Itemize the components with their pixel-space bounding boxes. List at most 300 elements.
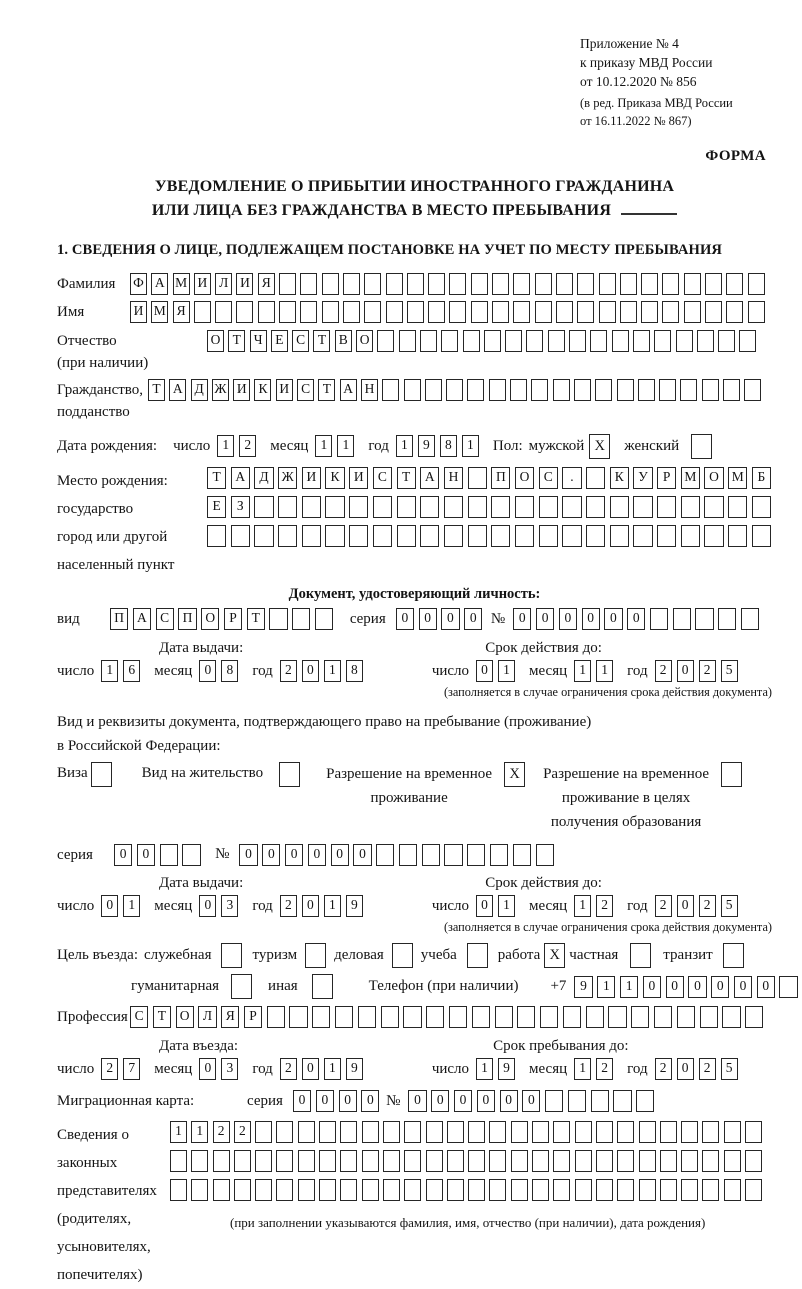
char-cell[interactable]	[511, 1150, 528, 1172]
char-cell[interactable]: 1	[498, 660, 515, 682]
char-cell[interactable]: М	[173, 273, 190, 295]
char-cell[interactable]: 0	[688, 976, 706, 998]
char-cell[interactable]	[373, 496, 392, 518]
char-cell[interactable]	[300, 301, 317, 323]
char-cell[interactable]: 0	[361, 1090, 379, 1112]
char-cell[interactable]	[680, 379, 697, 401]
char-cell[interactable]: 1	[597, 976, 615, 998]
char-cell[interactable]	[599, 273, 616, 295]
residence-permit-checkbox[interactable]	[279, 762, 300, 787]
char-cell[interactable]	[539, 525, 558, 547]
char-cell[interactable]	[718, 608, 736, 630]
char-cell[interactable]: 1	[324, 660, 341, 682]
char-cell[interactable]	[657, 496, 676, 518]
char-cell[interactable]	[562, 525, 581, 547]
char-cell[interactable]: 0	[408, 1090, 426, 1112]
char-cell[interactable]	[511, 1179, 528, 1201]
char-cell[interactable]: 1	[476, 1058, 493, 1080]
char-cell[interactable]	[633, 496, 652, 518]
char-cell[interactable]	[596, 1179, 613, 1201]
char-cell[interactable]: 2	[596, 1058, 613, 1080]
char-cell[interactable]: 1	[123, 895, 140, 917]
char-cell[interactable]: 6	[123, 660, 140, 682]
char-cell[interactable]	[510, 379, 527, 401]
char-cell[interactable]	[536, 844, 554, 866]
char-cell[interactable]: 0	[666, 976, 684, 998]
char-cell[interactable]	[444, 496, 463, 518]
char-cell[interactable]	[447, 1150, 464, 1172]
char-cell[interactable]: 0	[604, 608, 622, 630]
char-cell[interactable]: М	[681, 467, 700, 489]
char-cell[interactable]	[207, 525, 226, 547]
purpose-transit-checkbox[interactable]	[723, 943, 744, 968]
char-cell[interactable]	[383, 1121, 400, 1143]
char-cell[interactable]: 0	[316, 1090, 334, 1112]
char-cell[interactable]: 1	[170, 1121, 187, 1143]
char-cell[interactable]: 0	[285, 844, 303, 866]
char-cell[interactable]: 0	[262, 844, 280, 866]
char-cell[interactable]	[495, 1006, 513, 1028]
char-cell[interactable]	[553, 379, 570, 401]
char-cell[interactable]	[492, 273, 509, 295]
char-cell[interactable]: О	[356, 330, 373, 352]
char-cell[interactable]	[654, 330, 671, 352]
char-cell[interactable]	[681, 1121, 698, 1143]
sex-male-checkbox[interactable]: X	[589, 434, 610, 459]
char-cell[interactable]	[468, 525, 487, 547]
char-cell[interactable]: А	[420, 467, 439, 489]
char-cell[interactable]	[397, 496, 416, 518]
purpose-private-checkbox[interactable]	[630, 943, 651, 968]
char-cell[interactable]	[404, 1121, 421, 1143]
purpose-other-checkbox[interactable]	[312, 974, 333, 999]
char-cell[interactable]	[319, 1179, 336, 1201]
char-cell[interactable]	[340, 1179, 357, 1201]
char-cell[interactable]	[608, 1006, 626, 1028]
char-cell[interactable]	[407, 301, 424, 323]
char-cell[interactable]	[702, 1179, 719, 1201]
char-cell[interactable]: В	[335, 330, 352, 352]
char-cell[interactable]	[349, 496, 368, 518]
char-cell[interactable]	[586, 525, 605, 547]
char-cell[interactable]: Т	[228, 330, 245, 352]
char-cell[interactable]: 2	[213, 1121, 230, 1143]
char-cell[interactable]	[695, 608, 713, 630]
char-cell[interactable]: 0	[476, 895, 493, 917]
char-cell[interactable]	[492, 301, 509, 323]
char-cell[interactable]	[255, 1179, 272, 1201]
char-cell[interactable]	[491, 496, 510, 518]
purpose-study-checkbox[interactable]	[467, 943, 488, 968]
char-cell[interactable]	[677, 1006, 695, 1028]
char-cell[interactable]	[681, 525, 700, 547]
char-cell[interactable]	[752, 496, 771, 518]
char-cell[interactable]	[556, 273, 573, 295]
char-cell[interactable]	[662, 273, 679, 295]
char-cell[interactable]	[702, 1121, 719, 1143]
char-cell[interactable]	[684, 301, 701, 323]
char-cell[interactable]: 2	[234, 1121, 251, 1143]
char-cell[interactable]: 0	[522, 1090, 540, 1112]
char-cell[interactable]: 0	[431, 1090, 449, 1112]
char-cell[interactable]	[325, 496, 344, 518]
char-cell[interactable]	[258, 301, 275, 323]
char-cell[interactable]	[676, 330, 693, 352]
char-cell[interactable]	[489, 1121, 506, 1143]
char-cell[interactable]: 1	[574, 1058, 591, 1080]
char-cell[interactable]	[517, 1006, 535, 1028]
char-cell[interactable]	[586, 467, 605, 489]
char-cell[interactable]	[590, 330, 607, 352]
char-cell[interactable]	[532, 1150, 549, 1172]
char-cell[interactable]: 2	[280, 895, 297, 917]
char-cell[interactable]: 0	[711, 976, 729, 998]
char-cell[interactable]	[426, 1121, 443, 1143]
char-cell[interactable]	[428, 273, 445, 295]
char-cell[interactable]	[620, 273, 637, 295]
char-cell[interactable]: И	[276, 379, 293, 401]
char-cell[interactable]	[556, 301, 573, 323]
char-cell[interactable]	[617, 1150, 634, 1172]
char-cell[interactable]	[315, 608, 333, 630]
char-cell[interactable]: Я	[221, 1006, 239, 1028]
char-cell[interactable]	[276, 1150, 293, 1172]
char-cell[interactable]	[471, 273, 488, 295]
char-cell[interactable]	[343, 273, 360, 295]
char-cell[interactable]	[638, 379, 655, 401]
char-cell[interactable]	[577, 273, 594, 295]
char-cell[interactable]: 2	[655, 895, 672, 917]
char-cell[interactable]	[513, 844, 531, 866]
char-cell[interactable]	[748, 273, 765, 295]
purpose-work-checkbox[interactable]: X	[544, 943, 565, 968]
char-cell[interactable]	[545, 1090, 563, 1112]
char-cell[interactable]: 0	[677, 1058, 694, 1080]
char-cell[interactable]	[745, 1121, 762, 1143]
sex-female-checkbox[interactable]	[691, 434, 712, 459]
char-cell[interactable]: 7	[123, 1058, 140, 1080]
char-cell[interactable]	[726, 301, 743, 323]
char-cell[interactable]	[553, 1121, 570, 1143]
char-cell[interactable]: И	[236, 273, 253, 295]
char-cell[interactable]	[319, 1150, 336, 1172]
char-cell[interactable]: Т	[153, 1006, 171, 1028]
char-cell[interactable]	[383, 1150, 400, 1172]
char-cell[interactable]: 9	[346, 895, 363, 917]
char-cell[interactable]	[170, 1150, 187, 1172]
char-cell[interactable]	[444, 525, 463, 547]
char-cell[interactable]	[446, 379, 463, 401]
char-cell[interactable]	[322, 301, 339, 323]
char-cell[interactable]	[489, 379, 506, 401]
char-cell[interactable]	[741, 608, 759, 630]
char-cell[interactable]	[662, 301, 679, 323]
char-cell[interactable]	[254, 496, 273, 518]
char-cell[interactable]	[255, 1150, 272, 1172]
temp-residence-edu-checkbox[interactable]	[721, 762, 742, 787]
char-cell[interactable]	[377, 330, 394, 352]
char-cell[interactable]	[535, 273, 552, 295]
char-cell[interactable]	[231, 525, 250, 547]
char-cell[interactable]	[276, 1121, 293, 1143]
char-cell[interactable]	[728, 525, 747, 547]
char-cell[interactable]	[468, 1121, 485, 1143]
char-cell[interactable]	[254, 525, 273, 547]
char-cell[interactable]: О	[704, 467, 723, 489]
char-cell[interactable]	[234, 1179, 251, 1201]
char-cell[interactable]	[160, 844, 178, 866]
char-cell[interactable]: П	[110, 608, 128, 630]
char-cell[interactable]: 5	[721, 1058, 738, 1080]
char-cell[interactable]: 0	[643, 976, 661, 998]
char-cell[interactable]	[420, 525, 439, 547]
char-cell[interactable]: О	[176, 1006, 194, 1028]
char-cell[interactable]	[620, 301, 637, 323]
char-cell[interactable]	[362, 1150, 379, 1172]
char-cell[interactable]: Т	[247, 608, 265, 630]
char-cell[interactable]: 0	[353, 844, 371, 866]
char-cell[interactable]	[532, 1179, 549, 1201]
char-cell[interactable]: 0	[500, 1090, 518, 1112]
char-cell[interactable]	[636, 1090, 654, 1112]
char-cell[interactable]: С	[156, 608, 174, 630]
char-cell[interactable]	[194, 301, 211, 323]
char-cell[interactable]	[426, 1006, 444, 1028]
char-cell[interactable]	[449, 301, 466, 323]
char-cell[interactable]: 2	[699, 895, 716, 917]
char-cell[interactable]: 1	[574, 660, 591, 682]
char-cell[interactable]	[681, 1150, 698, 1172]
char-cell[interactable]	[276, 1179, 293, 1201]
char-cell[interactable]	[617, 379, 634, 401]
char-cell[interactable]: 1	[101, 660, 118, 682]
char-cell[interactable]	[575, 1150, 592, 1172]
char-cell[interactable]	[468, 1179, 485, 1201]
char-cell[interactable]: 0	[559, 608, 577, 630]
char-cell[interactable]: 0	[293, 1090, 311, 1112]
char-cell[interactable]	[340, 1121, 357, 1143]
char-cell[interactable]	[718, 330, 735, 352]
char-cell[interactable]: Б	[752, 467, 771, 489]
char-cell[interactable]: Л	[198, 1006, 216, 1028]
char-cell[interactable]	[586, 1006, 604, 1028]
char-cell[interactable]: 0	[396, 608, 414, 630]
char-cell[interactable]: Т	[207, 467, 226, 489]
char-cell[interactable]	[553, 1179, 570, 1201]
visa-checkbox[interactable]	[91, 762, 112, 787]
char-cell[interactable]: 0	[441, 608, 459, 630]
char-cell[interactable]: 2	[596, 895, 613, 917]
char-cell[interactable]	[447, 1121, 464, 1143]
char-cell[interactable]	[382, 379, 399, 401]
char-cell[interactable]	[364, 301, 381, 323]
char-cell[interactable]: Ф	[130, 273, 147, 295]
char-cell[interactable]	[681, 496, 700, 518]
char-cell[interactable]: Т	[313, 330, 330, 352]
char-cell[interactable]	[610, 525, 629, 547]
char-cell[interactable]: А	[169, 379, 186, 401]
char-cell[interactable]	[300, 273, 317, 295]
char-cell[interactable]	[515, 525, 534, 547]
char-cell[interactable]	[269, 608, 287, 630]
char-cell[interactable]	[539, 496, 558, 518]
char-cell[interactable]	[468, 496, 487, 518]
char-cell[interactable]	[553, 1150, 570, 1172]
char-cell[interactable]: 0	[302, 660, 319, 682]
char-cell[interactable]	[278, 496, 297, 518]
char-cell[interactable]	[399, 330, 416, 352]
char-cell[interactable]	[213, 1150, 230, 1172]
char-cell[interactable]	[489, 1150, 506, 1172]
char-cell[interactable]: Я	[258, 273, 275, 295]
char-cell[interactable]: А	[340, 379, 357, 401]
char-cell[interactable]: 0	[757, 976, 775, 998]
char-cell[interactable]: И	[130, 301, 147, 323]
char-cell[interactable]	[420, 496, 439, 518]
char-cell[interactable]: 0	[199, 895, 216, 917]
char-cell[interactable]	[610, 496, 629, 518]
char-cell[interactable]	[657, 525, 676, 547]
char-cell[interactable]	[548, 330, 565, 352]
char-cell[interactable]: Ж	[278, 467, 297, 489]
char-cell[interactable]: 1	[324, 1058, 341, 1080]
char-cell[interactable]: М	[728, 467, 747, 489]
char-cell[interactable]	[491, 525, 510, 547]
char-cell[interactable]: 9	[346, 1058, 363, 1080]
char-cell[interactable]: Д	[191, 379, 208, 401]
char-cell[interactable]: О	[201, 608, 219, 630]
char-cell[interactable]: К	[325, 467, 344, 489]
char-cell[interactable]	[213, 1179, 230, 1201]
char-cell[interactable]	[472, 1006, 490, 1028]
char-cell[interactable]: 2	[280, 660, 297, 682]
char-cell[interactable]	[633, 330, 650, 352]
char-cell[interactable]	[697, 330, 714, 352]
char-cell[interactable]: 9	[498, 1058, 515, 1080]
char-cell[interactable]: Д	[254, 467, 273, 489]
char-cell[interactable]: И	[233, 379, 250, 401]
char-cell[interactable]	[535, 301, 552, 323]
char-cell[interactable]	[513, 273, 530, 295]
char-cell[interactable]: 0	[476, 660, 493, 682]
char-cell[interactable]	[420, 330, 437, 352]
char-cell[interactable]	[752, 525, 771, 547]
char-cell[interactable]	[471, 301, 488, 323]
char-cell[interactable]	[373, 525, 392, 547]
char-cell[interactable]: 0	[302, 895, 319, 917]
char-cell[interactable]: Ч	[250, 330, 267, 352]
char-cell[interactable]	[577, 301, 594, 323]
char-cell[interactable]	[182, 844, 200, 866]
char-cell[interactable]	[681, 1179, 698, 1201]
char-cell[interactable]	[215, 301, 232, 323]
char-cell[interactable]: 8	[221, 660, 238, 682]
char-cell[interactable]: С	[373, 467, 392, 489]
char-cell[interactable]	[617, 1121, 634, 1143]
char-cell[interactable]	[617, 1179, 634, 1201]
char-cell[interactable]: О	[207, 330, 224, 352]
char-cell[interactable]	[641, 301, 658, 323]
char-cell[interactable]	[468, 1150, 485, 1172]
char-cell[interactable]	[422, 844, 440, 866]
char-cell[interactable]: К	[610, 467, 629, 489]
char-cell[interactable]	[700, 1006, 718, 1028]
char-cell[interactable]	[511, 1121, 528, 1143]
char-cell[interactable]	[574, 379, 591, 401]
char-cell[interactable]	[568, 1090, 586, 1112]
char-cell[interactable]: 2	[101, 1058, 118, 1080]
char-cell[interactable]	[532, 1121, 549, 1143]
char-cell[interactable]	[633, 525, 652, 547]
char-cell[interactable]: 3	[221, 1058, 238, 1080]
char-cell[interactable]	[660, 1121, 677, 1143]
purpose-business-checkbox[interactable]	[392, 943, 413, 968]
char-cell[interactable]	[562, 496, 581, 518]
char-cell[interactable]	[724, 1150, 741, 1172]
char-cell[interactable]	[170, 1179, 187, 1201]
char-cell[interactable]	[426, 1150, 443, 1172]
char-cell[interactable]	[641, 273, 658, 295]
char-cell[interactable]	[575, 1121, 592, 1143]
char-cell[interactable]	[322, 273, 339, 295]
char-cell[interactable]	[447, 1179, 464, 1201]
char-cell[interactable]	[745, 1150, 762, 1172]
char-cell[interactable]	[595, 379, 612, 401]
char-cell[interactable]	[349, 525, 368, 547]
char-cell[interactable]: 0	[536, 608, 554, 630]
char-cell[interactable]: А	[133, 608, 151, 630]
char-cell[interactable]	[745, 1006, 763, 1028]
char-cell[interactable]	[575, 1179, 592, 1201]
char-cell[interactable]	[631, 1006, 649, 1028]
char-cell[interactable]: А	[231, 467, 250, 489]
char-cell[interactable]: З	[231, 496, 250, 518]
char-cell[interactable]: 1	[217, 435, 234, 457]
char-cell[interactable]	[279, 301, 296, 323]
char-cell[interactable]	[191, 1150, 208, 1172]
char-cell[interactable]	[358, 1006, 376, 1028]
char-cell[interactable]: 0	[734, 976, 752, 998]
char-cell[interactable]: 0	[308, 844, 326, 866]
char-cell[interactable]: 2	[655, 660, 672, 682]
char-cell[interactable]: 0	[477, 1090, 495, 1112]
char-cell[interactable]	[489, 1179, 506, 1201]
char-cell[interactable]: 0	[239, 844, 257, 866]
char-cell[interactable]	[586, 496, 605, 518]
char-cell[interactable]	[702, 1150, 719, 1172]
char-cell[interactable]	[404, 1150, 421, 1172]
char-cell[interactable]	[386, 273, 403, 295]
char-cell[interactable]: 1	[324, 895, 341, 917]
char-cell[interactable]: М	[151, 301, 168, 323]
char-cell[interactable]	[484, 330, 501, 352]
char-cell[interactable]	[596, 1121, 613, 1143]
char-cell[interactable]: Т	[397, 467, 416, 489]
char-cell[interactable]: 0	[627, 608, 645, 630]
char-cell[interactable]	[343, 301, 360, 323]
char-cell[interactable]	[191, 1179, 208, 1201]
char-cell[interactable]	[386, 301, 403, 323]
char-cell[interactable]: 1	[191, 1121, 208, 1143]
char-cell[interactable]	[302, 525, 321, 547]
char-cell[interactable]	[362, 1179, 379, 1201]
char-cell[interactable]	[724, 1121, 741, 1143]
char-cell[interactable]	[563, 1006, 581, 1028]
char-cell[interactable]: 2	[699, 660, 716, 682]
char-cell[interactable]	[722, 1006, 740, 1028]
char-cell[interactable]: Е	[271, 330, 288, 352]
char-cell[interactable]: 0	[677, 660, 694, 682]
